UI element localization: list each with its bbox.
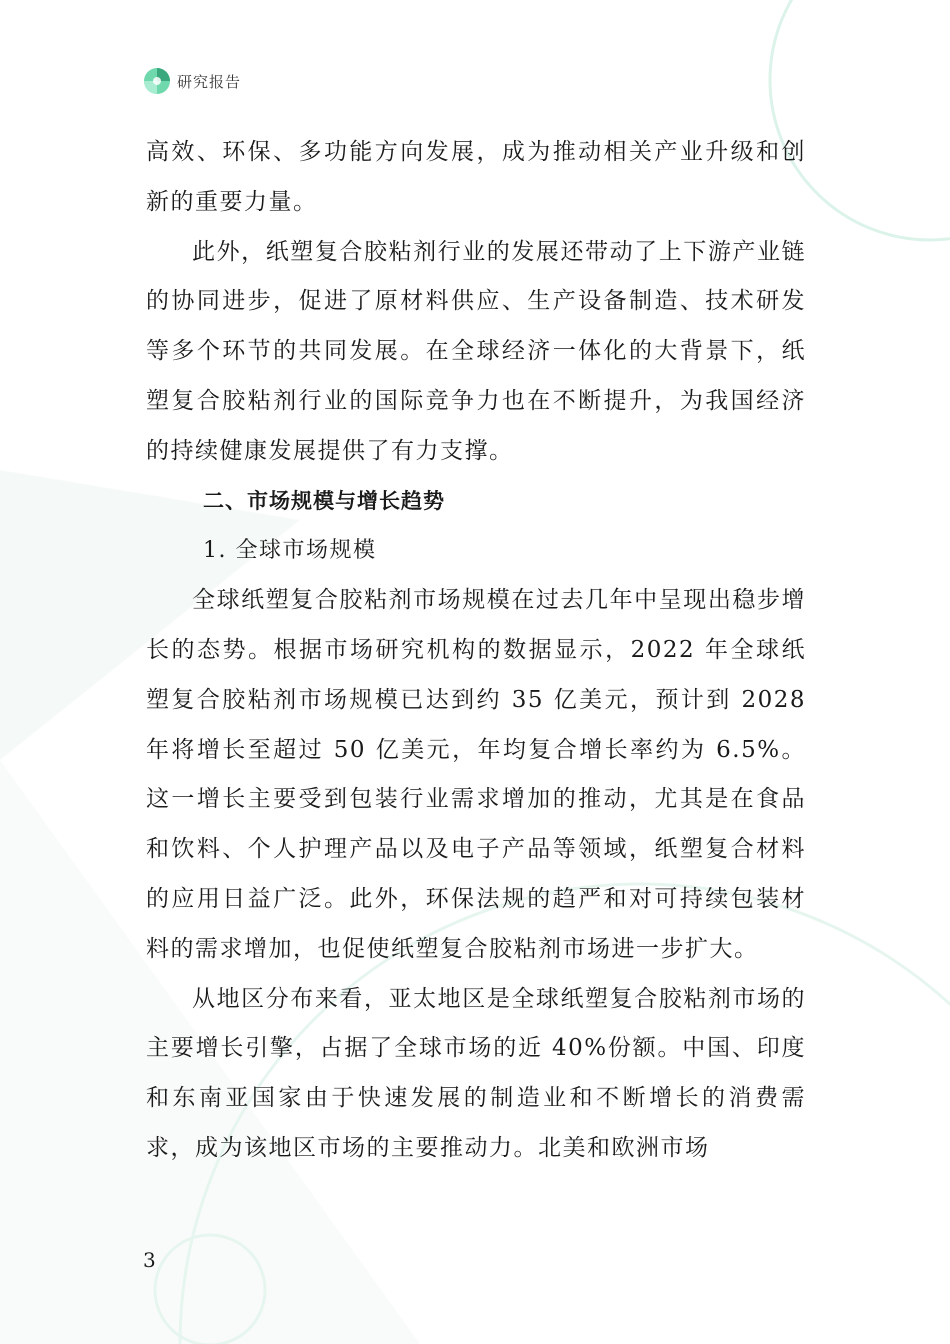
paragraph: 全球纸塑复合胶粘剂市场规模在过去几年中呈现出稳步增长的态势。根据市场研究机构的数据显示，2022 年全球纸塑复合胶粘剂市场规模已达到约 35 亿美元，预计到 2028 年将增长至超过 50 亿美元，年均复合增长率约为 6.5%。这一增长主要受到包装行业需求增加的推动，尤其是在食品和饮料、个人护理产品以及电子产品等领域，纸塑复合材料的应用日益广泛。此外，环保法规的趋严和对可持续包装材料的需求增加，也促使纸塑复合胶粘剂市场进一步扩大。: [146, 587, 806, 962]
paragraph: 从地区分布来看，亚太地区是全球纸塑复合胶粘剂市场的主要增长引擎，占据了全球市场的近 40%份额。中国、印度和东南亚国家由于快速发展的制造业和不断增长的消费需求，成为该地区市场的主要推动力。北美和欧洲市场: [146, 985, 806, 1161]
document-body: [146, 128, 806, 1174]
report-logo-icon: [143, 67, 171, 95]
paragraph: 此外，纸塑复合胶粘剂行业的发展还带动了上下游产业链的协同进步，促进了原材料供应、生产设备制造、技术研发等多个环节的共同发展。在全球经济一体化的大背景下，纸塑复合胶粘剂行业的国际竞争力也在不断提升，为我国经济的持续健康发展提供了有力支撑。: [146, 238, 806, 464]
page-number: 3: [143, 1248, 156, 1272]
header-title: 研究报告: [177, 72, 242, 91]
subsection-heading: 1. 全球市场规模: [203, 538, 377, 564]
section-heading: 二、市场规模与增长趋势: [203, 488, 445, 513]
report-header: [143, 66, 241, 96]
paragraph: 高效、环保、多功能方向发展，成为推动相关产业升级和创新的重要力量。: [146, 139, 806, 215]
